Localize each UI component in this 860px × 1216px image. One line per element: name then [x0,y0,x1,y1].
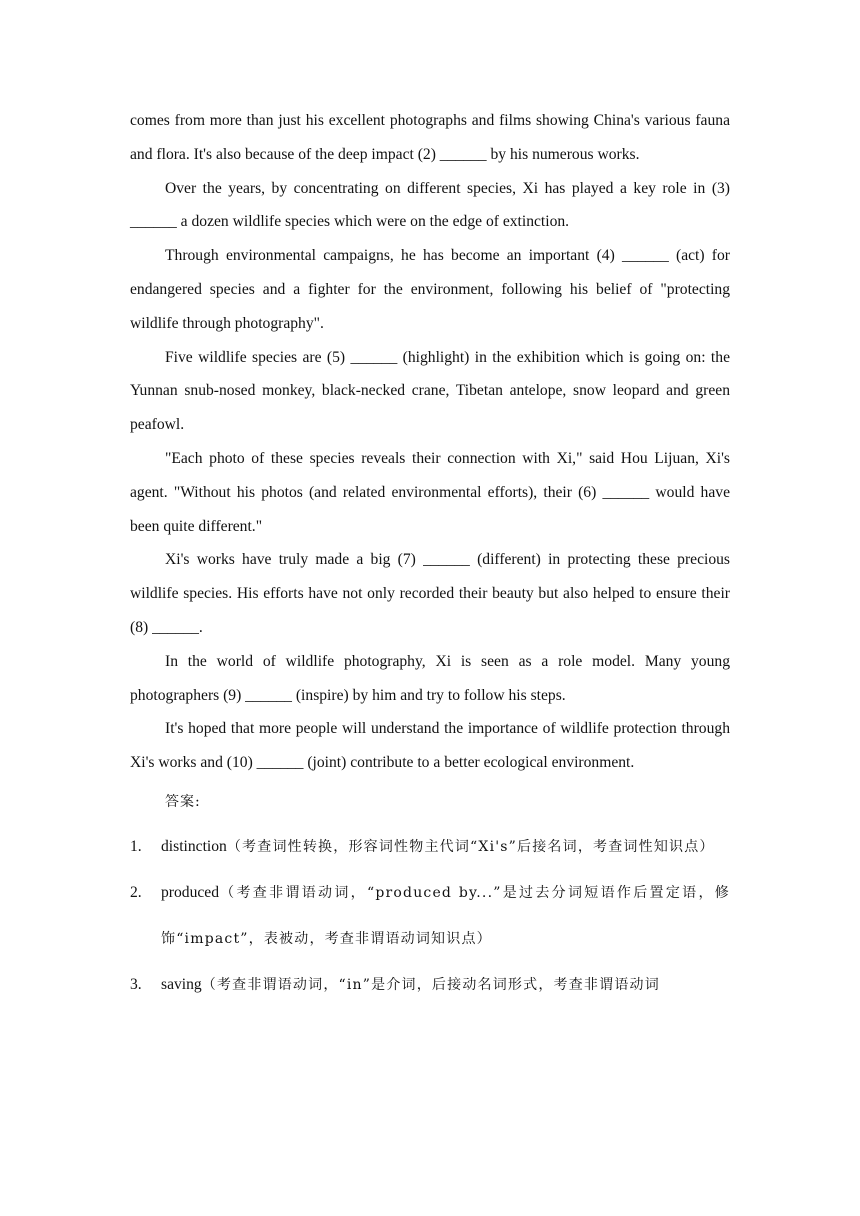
answer-word: produced [161,883,220,901]
answer-number: 3. [130,975,142,993]
answer-note: （考查非谓语动词，“in”是介词，后接动名词形式，考查非谓语动词 [201,976,660,993]
passage-paragraph: Five wildlife species are (5) ______ (highlight) in the exhibition which is going on: the Yunnan snub-nosed monkey, black-necked crane, Tibetan antelope, snow leopard and green peafowl. [130,348,730,434]
passage-paragraph: Xi's works have truly made a big (7) ______ (different) in protecting these precious wildlife species. His efforts have not only recorded their beauty but also helped to ensure their (8) ______. [130,551,730,636]
answer-note: （考查词性转换，形容词性物主代词“Xi's”后接名词，考查词性知识点） [226,838,715,855]
answer-number: 1. [130,837,142,855]
passage-paragraph: In the world of wildlife photography, Xi is seen as a role model. Many young photographers (9) ______ (inspire) by him and try to follow his steps. [130,652,730,704]
passage-paragraph-continuation: comes from more than just his excellent photographs and films showing China's various fauna and flora. It's also because of the deep impact (2) ______ by his numerous works. [130,112,730,163]
answer-item [130,824,730,870]
answer-note: （考查非谓语动词，“produced by...”是过去分词短语作后置定语，修饰“impact”，表被动，考查非谓语动词知识点） [161,884,730,947]
answer-item [130,870,730,962]
answer-word: saving [161,975,202,993]
document-page [130,104,730,1008]
passage-paragraph: It's hoped that more people will understand the importance of wildlife protection through Xi's works and (10) ______ (joint) contribute to a better ecological environment. [130,720,730,772]
passage-paragraph: "Each photo of these species reveals their connection with Xi," said Hou Lijuan, Xi's agent. "Without his photos (and related environmental efforts), their (6) ______ would have been quite different." [130,449,730,535]
passage-paragraph: Through environmental campaigns, he has become an important (4) ______ (act) for endangered species and a fighter for the environment, following his belief of "protecting wildlife through photography". [130,247,730,332]
answer-word: distinction [161,837,227,855]
answers-heading: 答案: [165,793,201,810]
answers-list [130,824,730,1008]
passage-paragraph: Over the years, by concentrating on different species, Xi has played a key role in (3) ______ a dozen wildlife species which were on the edge of extinction. [130,179,730,231]
answer-number: 2. [130,883,142,901]
answer-item [130,962,730,1008]
